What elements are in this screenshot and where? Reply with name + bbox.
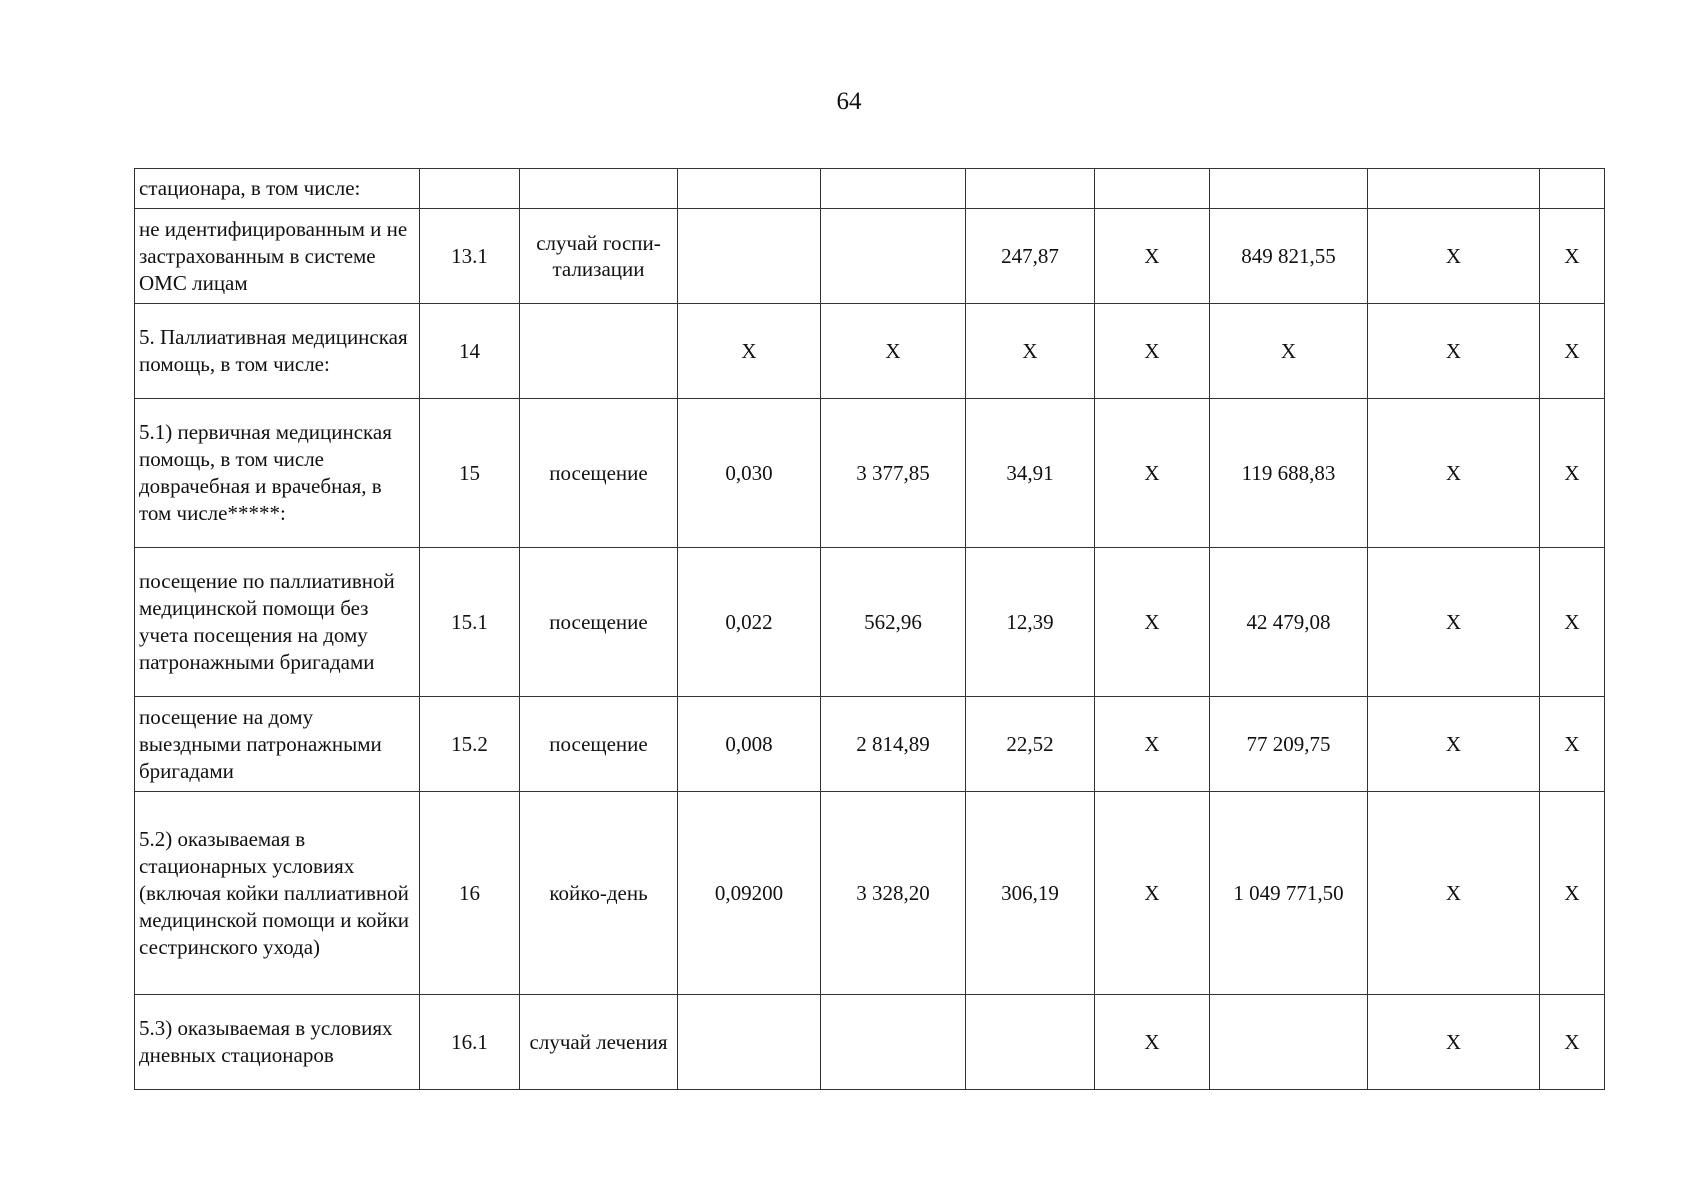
row-unit [520,304,678,399]
row-name: 5. Паллиативная медицинская помощь, в том числе: [135,304,420,399]
row-col10: X [1540,697,1605,792]
row-code: 15 [420,399,520,548]
row-col4 [678,169,821,209]
row-col8 [1210,995,1368,1090]
row-col7: X [1095,209,1210,304]
row-code: 15.1 [420,548,520,697]
row-col4: 0,008 [678,697,821,792]
row-col6: 247,87 [966,209,1095,304]
row-name: стационара, в том числе: [135,169,420,209]
table-row [135,792,1605,995]
row-name: 5.1) первичная медицинская помощь, в том числе доврачебная и врачебная, в том числе*****: [135,399,420,548]
row-unit: посещение [520,697,678,792]
row-col10: X [1540,304,1605,399]
row-col6: 34,91 [966,399,1095,548]
row-col5 [821,209,966,304]
row-col7: X [1095,792,1210,995]
row-col6: 22,52 [966,697,1095,792]
row-col10: X [1540,995,1605,1090]
row-unit: случай госпи-тализации [520,209,678,304]
table-row [135,697,1605,792]
row-code: 16.1 [420,995,520,1090]
row-name: не идентифицированным и не застрахованным в системе ОМС лицам [135,209,420,304]
row-col9: X [1368,792,1540,995]
row-col6: X [966,304,1095,399]
row-col4: 0,09200 [678,792,821,995]
row-col4 [678,995,821,1090]
row-col6: 12,39 [966,548,1095,697]
row-col8: X [1210,304,1368,399]
row-col8: 77 209,75 [1210,697,1368,792]
row-col8: 849 821,55 [1210,209,1368,304]
row-col10: X [1540,399,1605,548]
row-col5: 3 377,85 [821,399,966,548]
row-col7: X [1095,399,1210,548]
row-code [420,169,520,209]
row-col6: 306,19 [966,792,1095,995]
row-unit: посещение [520,548,678,697]
row-col10: X [1540,548,1605,697]
row-col5: X [821,304,966,399]
row-col10: X [1540,792,1605,995]
row-col8: 119 688,83 [1210,399,1368,548]
row-name: посещение по паллиативной медицинской помощи без учета посещения на дому патронажными бригадами [135,548,420,697]
row-col7: X [1095,304,1210,399]
row-col5 [821,169,966,209]
row-unit: посещение [520,399,678,548]
row-code: 13.1 [420,209,520,304]
table-row [135,995,1605,1090]
row-col7: X [1095,697,1210,792]
table-row [135,399,1605,548]
row-col6 [966,995,1095,1090]
row-col6 [966,169,1095,209]
row-col5: 2 814,89 [821,697,966,792]
row-name: 5.3) оказываемая в условиях дневных стационаров [135,995,420,1090]
row-col5: 562,96 [821,548,966,697]
row-col4: 0,030 [678,399,821,548]
row-col9: X [1368,548,1540,697]
row-col9 [1368,169,1540,209]
row-col7 [1095,169,1210,209]
row-col10 [1540,169,1605,209]
row-name: 5.2) оказываемая в стационарных условиях (включая койки паллиативной медицинской помощи и койки сестринского ухода) [135,792,420,995]
table-row [135,209,1605,304]
row-unit: койко-день [520,792,678,995]
data-table [134,168,1605,1090]
row-code: 14 [420,304,520,399]
table-row [135,169,1605,209]
row-col4: X [678,304,821,399]
row-col9: X [1368,304,1540,399]
row-col7: X [1095,548,1210,697]
row-col9: X [1368,697,1540,792]
row-code: 15.2 [420,697,520,792]
row-col8 [1210,169,1368,209]
row-name: посещение на дому выездными патронажными бригадами [135,697,420,792]
page-number: 64 [836,88,862,115]
row-col5: 3 328,20 [821,792,966,995]
table-row [135,548,1605,697]
row-unit [520,169,678,209]
row-col4: 0,022 [678,548,821,697]
row-col8: 1 049 771,50 [1210,792,1368,995]
row-col7: X [1095,995,1210,1090]
row-code: 16 [420,792,520,995]
row-col9: X [1368,995,1540,1090]
row-col9: X [1368,209,1540,304]
table-row [135,304,1605,399]
row-col9: X [1368,399,1540,548]
row-unit: случай лечения [520,995,678,1090]
row-col5 [821,995,966,1090]
row-col4 [678,209,821,304]
row-col8: 42 479,08 [1210,548,1368,697]
row-col10: X [1540,209,1605,304]
